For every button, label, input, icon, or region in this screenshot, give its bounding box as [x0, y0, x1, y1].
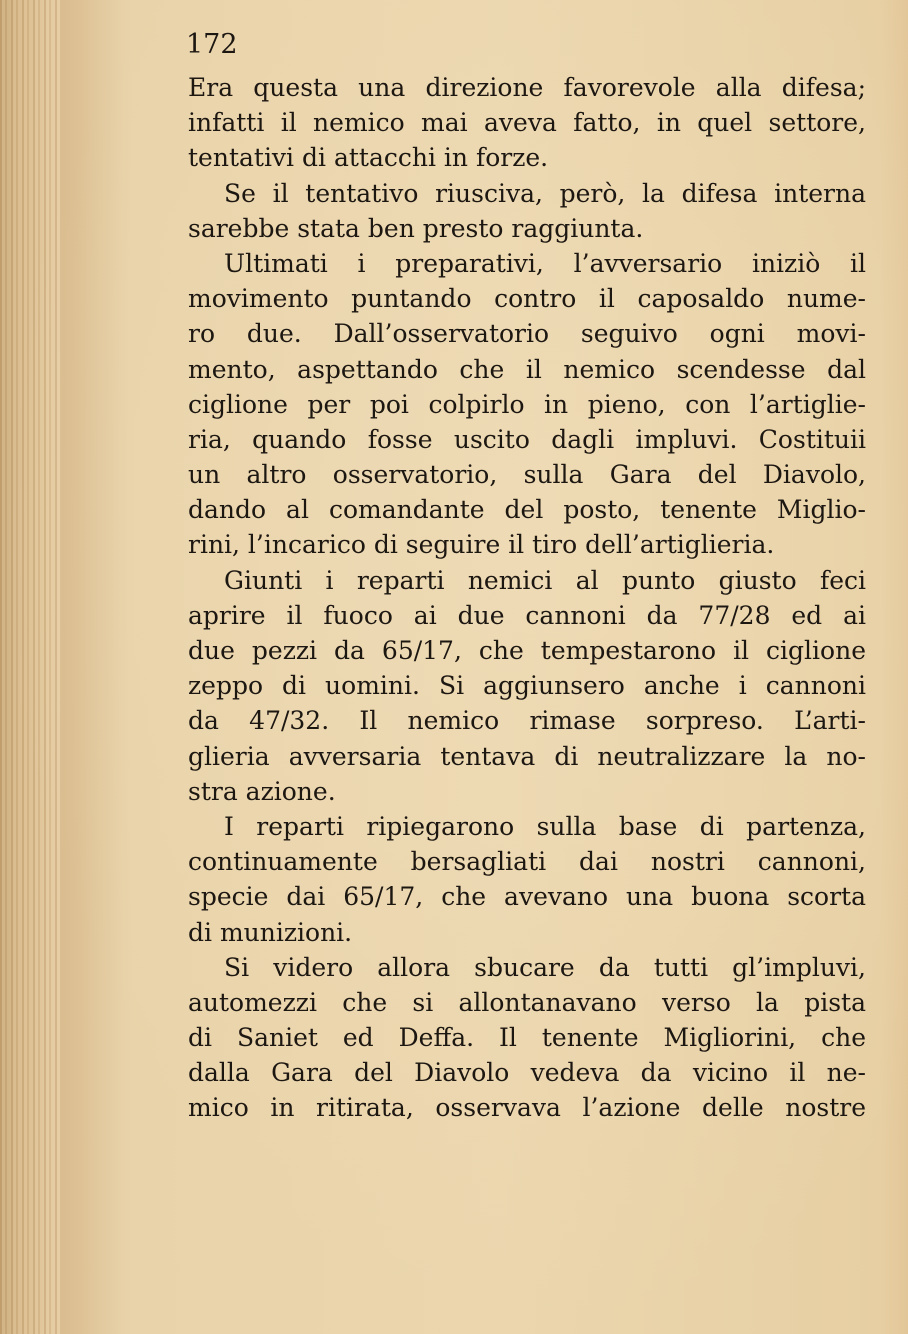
- text-line: rini, l’incarico di seguire il tiro dell’artiglieria.: [188, 530, 775, 560]
- text-line: da 47/32. Il nemico rimase sorpreso. L’arti-: [188, 706, 866, 736]
- text-line: un altro osservatorio, sulla Gara del Diavolo,: [188, 460, 866, 490]
- body-text: [188, 70, 866, 1126]
- text-line: movimento puntando contro il caposaldo nume-: [188, 284, 866, 314]
- text-line: zeppo di uomini. Si aggiunsero anche i cannoni: [188, 671, 866, 701]
- text-line: Era questa una direzione favorevole alla difesa;: [188, 73, 866, 102]
- page-edge-stripes: [0, 0, 62, 1334]
- text-line: tentativi di attacchi in forze.: [188, 143, 549, 173]
- text-line: ro due. Dall’osservatorio seguivo ogni movi-: [188, 319, 866, 349]
- text-line: Si videro allora sbucare da tutti gl’impluvi,: [224, 952, 866, 982]
- text-line: continuamente bersagliati dai nostri cannoni,: [188, 847, 866, 877]
- text-line: Ultimati i preparativi, l’avversario iniziò il: [224, 248, 866, 278]
- text-line: dalla Gara del Diavolo vedeva da vicino il ne-: [188, 1058, 866, 1088]
- text-line: dando al comandante del posto, tenente Miglio-: [188, 495, 866, 525]
- text-line: aprire il fuoco ai due cannoni da 77/28 ed ai: [188, 600, 866, 630]
- page-number: 172: [186, 29, 238, 60]
- text-line: glieria avversaria tentava di neutralizzare la no-: [188, 741, 866, 771]
- text-line: automezzi che si allontanavano verso la pista: [188, 987, 866, 1017]
- text-line: ciglione per poi colpirlo in pieno, con l’artiglie-: [188, 389, 866, 419]
- text-line: I reparti ripiegarono sulla base di partenza,: [224, 811, 866, 841]
- text-line: infatti il nemico mai aveva fatto, in quel settore,: [188, 108, 866, 138]
- text-line: di Saniet ed Deffa. Il tenente Migliorini, che: [188, 1023, 866, 1053]
- text-line: due pezzi da 65/17, che tempestarono il ciglione: [188, 636, 866, 665]
- text-line: Giunti i reparti nemici al punto giusto feci: [224, 565, 866, 595]
- text-line: Se il tentativo riusciva, però, la difesa interna: [224, 178, 866, 208]
- text-line: mico in ritirata, osservava l’azione delle nostre: [188, 1093, 866, 1123]
- text-line: mento, aspettando che il nemico scendesse dal: [188, 354, 866, 384]
- text-line: di munizioni.: [188, 917, 353, 947]
- text-line: sarebbe stata ben presto raggiunta.: [188, 213, 644, 243]
- page-edge-shadow: [62, 0, 132, 1334]
- text-line: stra azione.: [188, 776, 336, 806]
- text-line: specie dai 65/17, che avevano una buona scorta: [188, 882, 866, 912]
- text-line: ria, quando fosse uscito dagli impluvi. Costituii: [188, 424, 866, 454]
